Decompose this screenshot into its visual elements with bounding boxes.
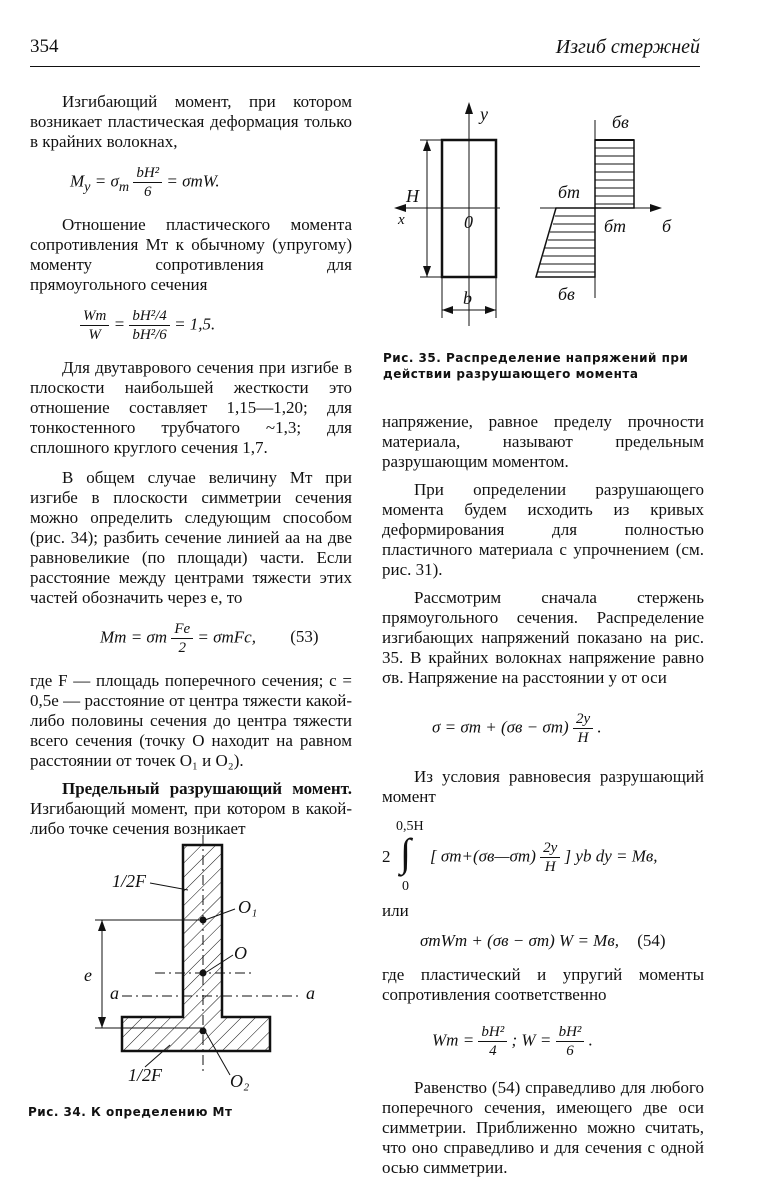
- formula-my: $M_y = \sigma_т$ $\frac{\text{bH²}}{6}$ = σтW.: [70, 165, 220, 200]
- label-o: O: [234, 943, 247, 963]
- running-title: Изгиб стержней: [555, 36, 700, 58]
- label-a-right: a: [306, 983, 315, 1003]
- label-sigma-t-left: бт: [558, 182, 581, 202]
- label-b: b: [463, 288, 472, 308]
- label-sigma-axis: б: [662, 216, 672, 236]
- page-number: 354: [30, 36, 59, 57]
- paragraph: напряжение, равное пределу прочности материала, называют предельным разрушающим моментом.: [382, 412, 704, 471]
- t-section-diagram: [70, 835, 340, 1095]
- formula-moments: Wт = $\frac{\text{bH²}}{4}$ ; W = $\frac{\text{bH²}}{6}$ .: [432, 1024, 593, 1059]
- paragraph: Для двутаврового сечения при изгибе в плоскости наибольшей жесткости это отношение составляет 1,15—1,20; для тонкостенного трубчатого ~1,3; для сплошного круглого сечения 1,7.: [30, 358, 352, 457]
- label-a-left: a: [110, 983, 119, 1003]
- paragraph: где F — площадь поперечного сечения; c = 0,5e — расстояние от центра тяжести какой-либо половины сечения до центра тяжести всего сечения (точку O находит на равном расстоянии от точек O₁ и O₂).: [30, 671, 352, 770]
- formula-integral: 0,5H 2 ∫ 0 [ σт+(σв—σт) $\frac{2y}{H}$ ] yb dy = Mв,: [382, 819, 658, 894]
- label-o2: O₂: [230, 1071, 250, 1091]
- equation-number: (53): [290, 627, 319, 647]
- paragraph: При определении разрушающего момента будем исходить из кривых деформирования для полностью пластичного материала с упрочнением (см. рис. 31).: [382, 480, 704, 579]
- label-o-origin: 0: [464, 212, 473, 232]
- label-e: e: [84, 965, 92, 985]
- paragraph: Отношение пластического момента сопротивления Mт к обычному (упругому) моменту сопротивления для прямоугольного сечения: [30, 215, 352, 294]
- paragraph: где пластический и упругий моменты сопротивления соответственно: [382, 965, 704, 1004]
- paragraph: Рассмотрим сначала стержень прямоугольного сечения. Распределение изгибающих напряжений показано на рис. 35. В крайних волокнах напряжение равно σв. Напряжение на расстоянии y от оси: [382, 588, 704, 687]
- paragraph: В общем случае величину Mт при изгибе в плоскости симметрии сечения можно определить следующим способом (рис. 34); разбить сечение линией aa на две равновеликие (по площади) части. Если расстояние между центрами тяжести этих частей обозначить через e, то: [30, 468, 352, 607]
- page-header: [30, 36, 700, 67]
- paragraph: Изгибающий момент, при котором возникает пластическая деформация только в крайних волокнах,: [30, 92, 352, 151]
- figure-34-caption: Рис. 34. К определению Mт: [28, 1105, 233, 1119]
- right-column: [382, 412, 704, 1178]
- formula-54: σтWт + (σв − σт) W = Mв, (54): [420, 931, 666, 950]
- left-column: [30, 92, 352, 839]
- label-o1: O₁: [238, 897, 258, 917]
- equation-number: (54): [637, 931, 666, 950]
- figure-35-caption: Рис. 35. Распределение напряжений при действии разрушающего момента: [383, 351, 689, 381]
- formula-sigma: σ = σт + (σв − σт) $\frac{2y}{H}$ .: [432, 711, 602, 746]
- label-h: H: [406, 186, 419, 206]
- stress-distribution-diagram: [390, 98, 690, 333]
- label-half-f-top: 1/2F: [112, 871, 146, 891]
- label-sigma-v-top: бв: [612, 112, 629, 132]
- label-y: y: [480, 104, 488, 124]
- label-sigma-t-right: бт: [604, 216, 627, 236]
- formula-ratio: $\frac{Wт}{W}$ = $\frac{\text{bH²/4}}{\text{bH²/6}}$ = 1,5.: [80, 307, 352, 344]
- formula-53: Mт = σт $\frac{Fe}{2}$ = σтFc, (53): [100, 621, 319, 656]
- label-sigma-v-bottom: бв: [558, 284, 575, 304]
- paragraph: Равенство (54) справедливо для любого поперечного сечения, имеющего две оси симметрии. Приближенно можно считать, что оно справедливо и для сечения с одной осью симметрии.: [382, 1078, 704, 1177]
- figure-34: [70, 835, 340, 1095]
- label-half-f-bottom: 1/2F: [128, 1065, 162, 1085]
- label-x: x: [398, 212, 405, 228]
- or-word: или: [382, 901, 409, 920]
- figure-35: [390, 98, 690, 333]
- paragraph: Предельный разрушающий момент. Изгибающий момент, при котором в какой-либо точке сечения возникает: [30, 779, 352, 838]
- paragraph: Из условия равновесия разрушающий момент: [382, 767, 704, 806]
